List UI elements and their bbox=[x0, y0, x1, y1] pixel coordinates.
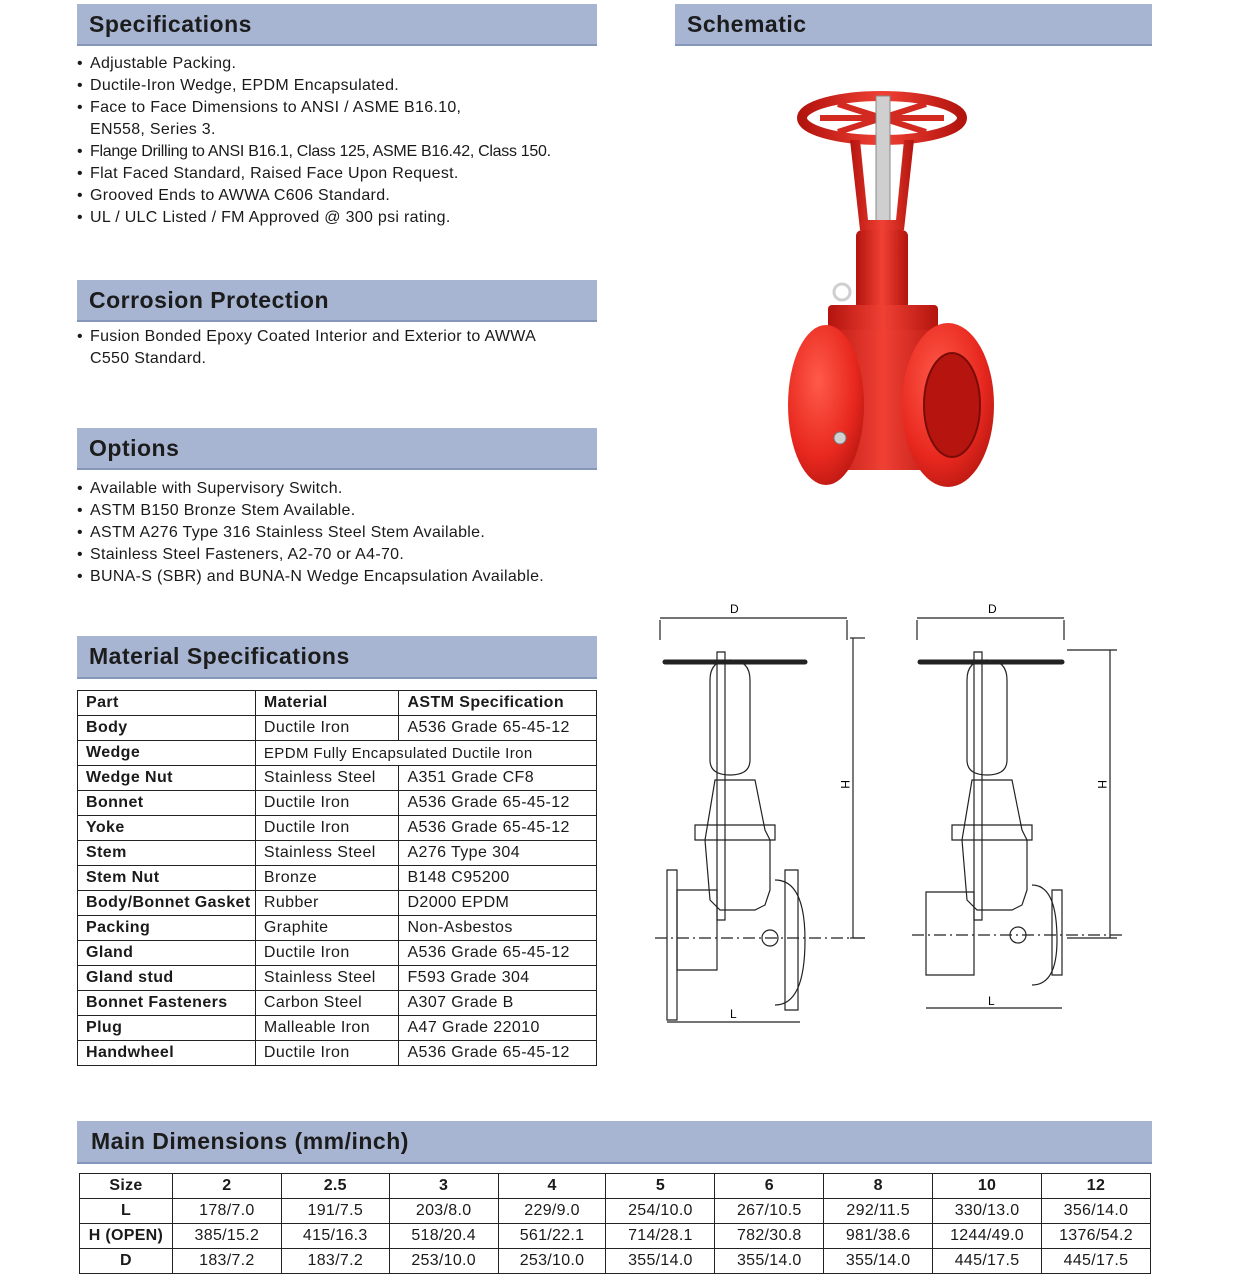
material-cell: Rubber bbox=[255, 891, 399, 916]
bonnet bbox=[856, 230, 908, 310]
part-cell: Stem bbox=[78, 841, 256, 866]
size-header: 12 bbox=[1042, 1174, 1151, 1199]
list-item: • Face to Face Dimensions to ANSI / ASME B16.10, EN558, Series 3. bbox=[77, 97, 520, 141]
size-header: 10 bbox=[933, 1174, 1042, 1199]
table-row bbox=[78, 741, 597, 766]
astm-cell: A536 Grade 65-45-12 bbox=[399, 716, 597, 741]
specifications-header bbox=[77, 4, 597, 46]
list-item: • Available with Supervisory Switch. bbox=[77, 478, 617, 500]
dimensions-header bbox=[77, 1121, 1152, 1164]
list-item: • Flange Drilling to ANSI B16.1, Class 125, ASME B16.42, Class 150. bbox=[77, 141, 617, 163]
list-item: • ASTM A276 Type 316 Stainless Steel Stem Available. bbox=[77, 522, 617, 544]
dimension-cell: 254/10.0 bbox=[606, 1199, 715, 1224]
list-item: • ASTM B150 Bronze Stem Available. bbox=[77, 500, 617, 522]
dimensions-table-body bbox=[80, 1199, 1151, 1274]
table-row bbox=[78, 916, 597, 941]
dimension-cell: 203/8.0 bbox=[389, 1199, 498, 1224]
size-header: 8 bbox=[824, 1174, 933, 1199]
dim-h-label: H bbox=[1095, 780, 1109, 789]
corrosion-title: Corrosion Protection bbox=[89, 286, 330, 313]
dimension-cell: 782/30.8 bbox=[715, 1224, 824, 1249]
table-row bbox=[78, 791, 597, 816]
dim-l-label: L bbox=[988, 994, 995, 1008]
table-row bbox=[78, 991, 597, 1016]
astm-cell: A307 Grade B bbox=[399, 991, 597, 1016]
column-header: Size bbox=[80, 1174, 173, 1199]
schematic-header bbox=[675, 4, 1152, 46]
dimension-cell: 445/17.5 bbox=[1042, 1249, 1151, 1274]
material-cell: Stainless Steel bbox=[255, 766, 399, 791]
material-cell: EPDM Fully Encapsulated Ductile Iron bbox=[255, 741, 596, 766]
astm-cell: A351 Grade CF8 bbox=[399, 766, 597, 791]
part-cell: Wedge Nut bbox=[78, 766, 256, 791]
valve-illustration bbox=[780, 80, 1020, 500]
specifications-list bbox=[77, 53, 617, 229]
part-cell: Stem Nut bbox=[78, 866, 256, 891]
row-header: L bbox=[80, 1199, 173, 1224]
dimension-cell: 1376/54.2 bbox=[1042, 1224, 1151, 1249]
astm-cell: D2000 EPDM bbox=[399, 891, 597, 916]
lifting-eye bbox=[834, 284, 850, 300]
dimension-cell: 253/10.0 bbox=[498, 1249, 606, 1274]
list-item: • Grooved Ends to AWWA C606 Standard. bbox=[77, 185, 617, 207]
right-bore bbox=[924, 353, 980, 457]
plug bbox=[834, 432, 846, 444]
dimension-cell: 355/14.0 bbox=[606, 1249, 715, 1274]
table-row bbox=[78, 941, 597, 966]
dimension-cell: 1244/49.0 bbox=[933, 1224, 1042, 1249]
column-header: Material bbox=[255, 691, 399, 716]
table-row bbox=[78, 841, 597, 866]
dimension-cell: 292/11.5 bbox=[824, 1199, 933, 1224]
dimension-cell: 356/14.0 bbox=[1042, 1199, 1151, 1224]
list-item: • Stainless Steel Fasteners, A2-70 or A4-70. bbox=[77, 544, 617, 566]
size-header: 3 bbox=[389, 1174, 498, 1199]
table-row bbox=[78, 766, 597, 791]
part-cell: Bonnet Fasteners bbox=[78, 991, 256, 1016]
size-header: 2.5 bbox=[281, 1174, 389, 1199]
dimension-cell: 561/22.1 bbox=[498, 1224, 606, 1249]
table-row bbox=[80, 1249, 1151, 1274]
dimension-cell: 178/7.0 bbox=[172, 1199, 281, 1224]
flanged-valve-drawing bbox=[655, 600, 885, 1030]
material-cell: Ductile Iron bbox=[255, 1041, 399, 1066]
table-header-row bbox=[78, 691, 597, 716]
part-cell: Yoke bbox=[78, 816, 256, 841]
table-row bbox=[80, 1224, 1151, 1249]
table-row bbox=[78, 1041, 597, 1066]
astm-cell: F593 Grade 304 bbox=[399, 966, 597, 991]
material-cell: Stainless Steel bbox=[255, 841, 399, 866]
part-cell: Gland bbox=[78, 941, 256, 966]
dim-h-label: H bbox=[838, 780, 852, 789]
dimension-cell: 229/9.0 bbox=[498, 1199, 606, 1224]
part-cell: Plug bbox=[78, 1016, 256, 1041]
dimension-cell: 183/7.2 bbox=[281, 1249, 389, 1274]
part-cell: Gland stud bbox=[78, 966, 256, 991]
astm-cell: A536 Grade 65-45-12 bbox=[399, 941, 597, 966]
size-header: 5 bbox=[606, 1174, 715, 1199]
dim-d-label: D bbox=[730, 602, 739, 616]
dimension-cell: 267/10.5 bbox=[715, 1199, 824, 1224]
table-row bbox=[78, 816, 597, 841]
part-cell: Packing bbox=[78, 916, 256, 941]
astm-cell: B148 C95200 bbox=[399, 866, 597, 891]
astm-cell: A276 Type 304 bbox=[399, 841, 597, 866]
dimension-cell: 191/7.5 bbox=[281, 1199, 389, 1224]
dimension-cell: 415/16.3 bbox=[281, 1224, 389, 1249]
options-list bbox=[77, 478, 617, 588]
left-flange bbox=[788, 325, 864, 485]
astm-cell: A536 Grade 65-45-12 bbox=[399, 1041, 597, 1066]
materials-table-body bbox=[78, 716, 597, 1066]
dimension-cell: 253/10.0 bbox=[389, 1249, 498, 1274]
list-item: • Fusion Bonded Epoxy Coated Interior and Exterior to AWWA C550 Standard. bbox=[77, 326, 547, 370]
material-cell: Ductile Iron bbox=[255, 816, 399, 841]
dimension-cell: 330/13.0 bbox=[933, 1199, 1042, 1224]
materials-title: Material Specifications bbox=[89, 643, 350, 669]
corrosion-header bbox=[77, 280, 597, 322]
size-header: 2 bbox=[172, 1174, 281, 1199]
part-cell: Handwheel bbox=[78, 1041, 256, 1066]
material-cell: Stainless Steel bbox=[255, 966, 399, 991]
list-item: • UL / ULC Listed / FM Approved @ 300 psi rating. bbox=[77, 207, 617, 229]
table-row bbox=[80, 1199, 1151, 1224]
table-header-row bbox=[80, 1174, 1151, 1199]
materials-table bbox=[77, 690, 597, 1066]
table-row bbox=[78, 1016, 597, 1041]
column-header: ASTM Specification bbox=[399, 691, 597, 716]
list-item: • BUNA-S (SBR) and BUNA-N Wedge Encapsulation Available. bbox=[77, 566, 617, 588]
list-item: • Adjustable Packing. bbox=[77, 53, 617, 75]
material-cell: Ductile Iron bbox=[255, 941, 399, 966]
options-header bbox=[77, 428, 597, 470]
material-cell: Ductile Iron bbox=[255, 791, 399, 816]
grooved-valve-drawing bbox=[912, 600, 1142, 1020]
dim-d-label: D bbox=[988, 602, 997, 616]
row-header: H (OPEN) bbox=[80, 1224, 173, 1249]
table-row bbox=[78, 866, 597, 891]
dimension-cell: 183/7.2 bbox=[172, 1249, 281, 1274]
part-cell: Body bbox=[78, 716, 256, 741]
table-row bbox=[78, 891, 597, 916]
corrosion-list bbox=[77, 326, 547, 370]
dimension-cell: 355/14.0 bbox=[824, 1249, 933, 1274]
column-header: Part bbox=[78, 691, 256, 716]
table-row bbox=[78, 966, 597, 991]
dimension-cell: 385/15.2 bbox=[172, 1224, 281, 1249]
options-title: Options bbox=[89, 434, 180, 461]
specifications-title: Specifications bbox=[89, 10, 252, 37]
size-header: 4 bbox=[498, 1174, 606, 1199]
astm-cell: Non-Asbestos bbox=[399, 916, 597, 941]
materials-header bbox=[77, 636, 597, 679]
astm-cell: A47 Grade 22010 bbox=[399, 1016, 597, 1041]
material-cell: Ductile Iron bbox=[255, 716, 399, 741]
astm-cell: A536 Grade 65-45-12 bbox=[399, 791, 597, 816]
list-item: • Flat Faced Standard, Raised Face Upon Request. bbox=[77, 163, 617, 185]
part-cell: Wedge bbox=[78, 741, 256, 766]
astm-cell: A536 Grade 65-45-12 bbox=[399, 816, 597, 841]
dimension-cell: 714/28.1 bbox=[606, 1224, 715, 1249]
table-row bbox=[78, 716, 597, 741]
schematic-title: Schematic bbox=[687, 10, 807, 37]
list-item: • Ductile-Iron Wedge, EPDM Encapsulated. bbox=[77, 75, 617, 97]
dimension-cell: 981/38.6 bbox=[824, 1224, 933, 1249]
material-cell: Graphite bbox=[255, 916, 399, 941]
dimension-cell: 518/20.4 bbox=[389, 1224, 498, 1249]
material-cell: Carbon Steel bbox=[255, 991, 399, 1016]
dimension-cell: 445/17.5 bbox=[933, 1249, 1042, 1274]
part-cell: Body/Bonnet Gasket bbox=[78, 891, 256, 916]
dimensions-table bbox=[79, 1173, 1151, 1274]
size-header: 6 bbox=[715, 1174, 824, 1199]
dimensions-title: Main Dimensions (mm/inch) bbox=[91, 1128, 409, 1154]
part-cell: Bonnet bbox=[78, 791, 256, 816]
material-cell: Bronze bbox=[255, 866, 399, 891]
dimension-cell: 355/14.0 bbox=[715, 1249, 824, 1274]
row-header: D bbox=[80, 1249, 173, 1274]
material-cell: Malleable Iron bbox=[255, 1016, 399, 1041]
dim-l-label: L bbox=[730, 1007, 737, 1021]
